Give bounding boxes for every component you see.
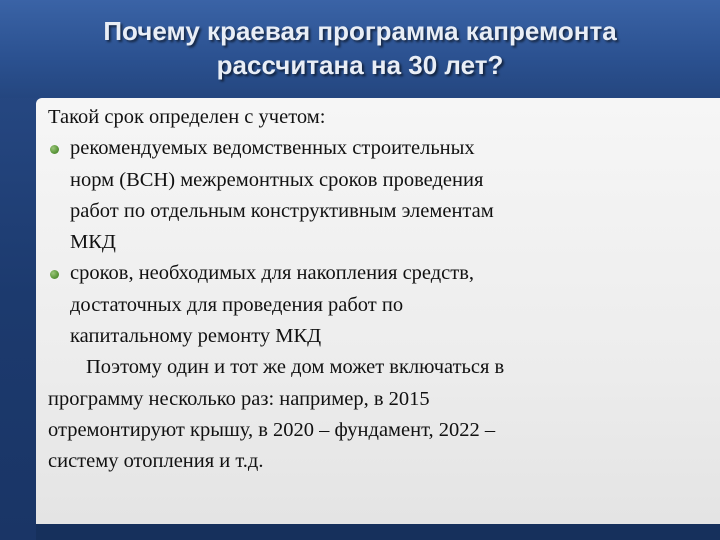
bullet-2-line-2: достаточных для проведения работ по — [70, 293, 404, 316]
closing-line-4: систему отопления и т.д. — [48, 450, 264, 473]
bullet-2-line-1: сроков, необходимых для накопления средств, — [70, 262, 475, 285]
slide-body — [48, 102, 688, 478]
bullet-1-line-1: рекомендуемых ведомственных строительных — [70, 137, 475, 160]
closing-line-3: отремонтируют крышу, в 2020 – фундамент, 2022 – — [48, 418, 496, 441]
slide-title — [20, 14, 700, 82]
bullet-1-line-3: работ по отдельным конструктивным элементам — [70, 199, 494, 222]
closing-line-2: программу несколько раз: например, в 2015 — [48, 387, 430, 410]
bullet-item-2 — [48, 258, 688, 352]
intro-text: Такой срок определен с учетом: — [48, 106, 326, 128]
bullet-1-line-2: норм (ВСН) межремонтных сроков проведения — [70, 168, 484, 191]
bullet-1-line-4: МКД — [70, 231, 116, 254]
slide-title-line-1: Почему краевая программа капремонта — [103, 16, 617, 46]
closing-line-1: Поэтому один и тот же дом может включаться в — [86, 356, 505, 379]
slide-title-line-2: рассчитана на 30 лет? — [216, 50, 504, 80]
bullet-2-line-3: капитальному ремонту МКД — [70, 325, 322, 348]
bullet-item-1 — [48, 133, 688, 258]
